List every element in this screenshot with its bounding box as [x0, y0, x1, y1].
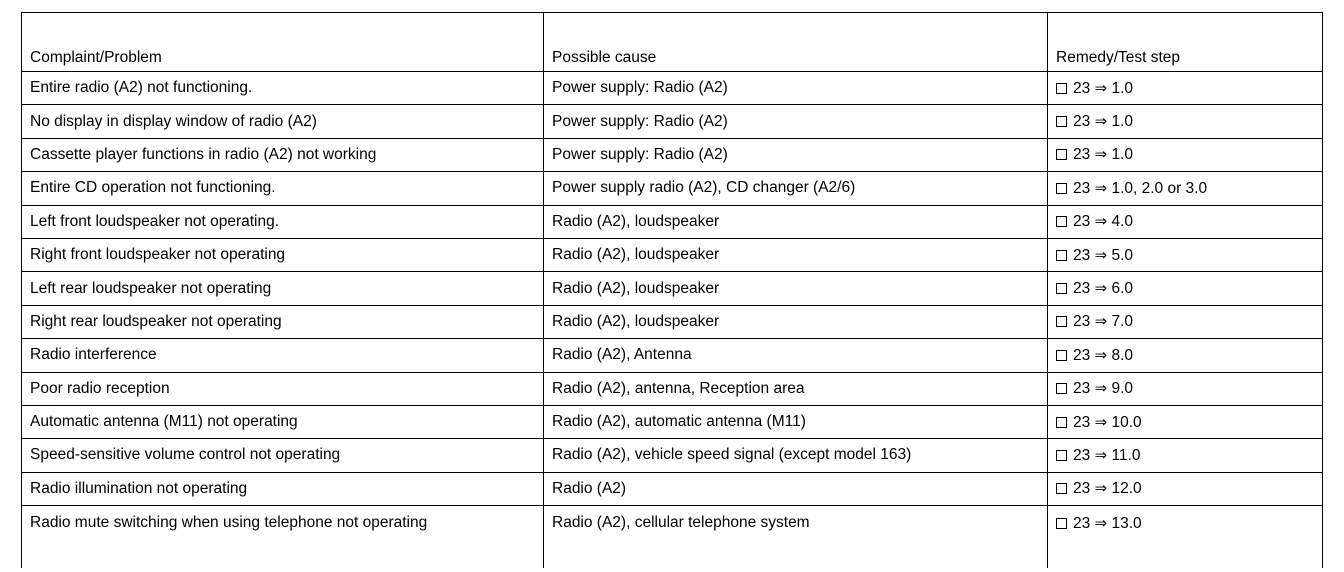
right-double-arrow-icon: ⇒ [1094, 145, 1108, 164]
remedy-cell [1048, 238, 1323, 271]
square-box-icon [1056, 250, 1067, 261]
remedy-step: 9.0 [1111, 380, 1134, 398]
header-cause: Possible cause [544, 13, 1048, 72]
table-row [22, 405, 1323, 438]
complaint-cell: Speed-sensitive volume control not operating [22, 439, 544, 472]
cause-cell: Power supply: Radio (A2) [544, 138, 1048, 171]
remedy-cell [1048, 272, 1323, 305]
complaint-cell: Poor radio reception [22, 372, 544, 405]
table-row [22, 105, 1323, 138]
remedy-page: 23 [1073, 515, 1091, 533]
right-double-arrow-icon: ⇒ [1094, 312, 1108, 331]
remedy-cell [1048, 172, 1323, 205]
remedy-step: 4.0 [1111, 213, 1134, 231]
cause-cell: Radio (A2), automatic antenna (M11) [544, 405, 1048, 438]
remedy-cell [1048, 339, 1323, 372]
remedy-step: 1.0 [1111, 146, 1134, 164]
right-double-arrow-icon: ⇒ [1094, 112, 1108, 131]
remedy-cell [1048, 72, 1323, 105]
remedy-page: 23 [1073, 79, 1091, 97]
remedy-cell [1048, 506, 1323, 569]
complaint-cell: Radio interference [22, 339, 544, 372]
table-row [22, 506, 1323, 569]
diagnosis-table [21, 12, 1323, 568]
remedy-step: 5.0 [1111, 246, 1134, 264]
complaint-cell: Cassette player functions in radio (A2) not working [22, 138, 544, 171]
remedy-cell [1048, 372, 1323, 405]
right-double-arrow-icon: ⇒ [1094, 445, 1108, 464]
remedy-cell [1048, 138, 1323, 171]
cause-cell: Radio (A2), cellular telephone system [544, 506, 1048, 569]
header-row [22, 13, 1323, 72]
table-header [22, 13, 1323, 72]
cause-cell: Radio (A2), loudspeaker [544, 272, 1048, 305]
remedy-cell [1048, 105, 1323, 138]
table-row [22, 205, 1323, 238]
remedy-step: 8.0 [1111, 346, 1134, 364]
right-double-arrow-icon: ⇒ [1094, 78, 1108, 97]
complaint-cell: Radio mute switching when using telephone not operating [22, 506, 544, 569]
cause-cell: Radio (A2), loudspeaker [544, 238, 1048, 271]
right-double-arrow-icon: ⇒ [1094, 479, 1108, 498]
table-row [22, 372, 1323, 405]
remedy-step: 6.0 [1111, 280, 1134, 298]
remedy-step: 1.0 [1111, 79, 1134, 97]
right-double-arrow-icon: ⇒ [1094, 379, 1108, 398]
remedy-page: 23 [1073, 179, 1091, 197]
remedy-page: 23 [1073, 246, 1091, 264]
right-double-arrow-icon: ⇒ [1094, 279, 1108, 298]
table-row [22, 472, 1323, 505]
remedy-cell [1048, 472, 1323, 505]
table-row [22, 72, 1323, 105]
table-row [22, 172, 1323, 205]
remedy-cell [1048, 205, 1323, 238]
remedy-page: 23 [1073, 113, 1091, 131]
remedy-cell [1048, 305, 1323, 338]
table-row [22, 238, 1323, 271]
square-box-icon [1056, 149, 1067, 160]
remedy-step: 7.0 [1111, 313, 1134, 331]
cause-cell: Radio (A2), antenna, Reception area [544, 372, 1048, 405]
table-body [22, 72, 1323, 569]
square-box-icon [1056, 316, 1067, 327]
remedy-cell [1048, 405, 1323, 438]
cause-cell: Power supply: Radio (A2) [544, 72, 1048, 105]
remedy-step: 1.0, 2.0 or 3.0 [1111, 179, 1208, 197]
remedy-page: 23 [1073, 480, 1091, 498]
cause-cell: Radio (A2) [544, 472, 1048, 505]
table-row [22, 305, 1323, 338]
remedy-page: 23 [1073, 413, 1091, 431]
square-box-icon [1056, 283, 1067, 294]
remedy-page: 23 [1073, 146, 1091, 164]
cause-cell: Power supply: Radio (A2) [544, 105, 1048, 138]
square-box-icon [1056, 183, 1067, 194]
right-double-arrow-icon: ⇒ [1094, 345, 1108, 364]
remedy-cell [1048, 439, 1323, 472]
square-box-icon [1056, 483, 1067, 494]
cause-cell: Radio (A2), Antenna [544, 339, 1048, 372]
table-row [22, 339, 1323, 372]
remedy-page: 23 [1073, 213, 1091, 231]
right-double-arrow-icon: ⇒ [1094, 212, 1108, 231]
square-box-icon [1056, 450, 1067, 461]
remedy-step: 13.0 [1111, 515, 1142, 533]
cause-cell: Radio (A2), loudspeaker [544, 305, 1048, 338]
complaint-cell: Radio illumination not operating [22, 472, 544, 505]
remedy-step: 10.0 [1111, 413, 1142, 431]
remedy-step: 11.0 [1111, 446, 1141, 464]
square-box-icon [1056, 216, 1067, 227]
square-box-icon [1056, 518, 1067, 529]
table-row [22, 272, 1323, 305]
square-box-icon [1056, 116, 1067, 127]
remedy-page: 23 [1073, 313, 1091, 331]
square-box-icon [1056, 83, 1067, 94]
complaint-cell: Left front loudspeaker not operating. [22, 205, 544, 238]
complaint-cell: Entire CD operation not functioning. [22, 172, 544, 205]
right-double-arrow-icon: ⇒ [1094, 245, 1108, 264]
square-box-icon [1056, 383, 1067, 394]
remedy-step: 12.0 [1111, 480, 1142, 498]
header-remedy: Remedy/Test step [1048, 13, 1323, 72]
complaint-cell: Left rear loudspeaker not operating [22, 272, 544, 305]
table-row [22, 138, 1323, 171]
complaint-cell: No display in display window of radio (A2) [22, 105, 544, 138]
complaint-cell: Automatic antenna (M11) not operating [22, 405, 544, 438]
remedy-page: 23 [1073, 280, 1091, 298]
cause-cell: Radio (A2), vehicle speed signal (except model 163) [544, 439, 1048, 472]
square-box-icon [1056, 350, 1067, 361]
remedy-step: 1.0 [1111, 113, 1134, 131]
cause-cell: Power supply radio (A2), CD changer (A2/6) [544, 172, 1048, 205]
table-row [22, 439, 1323, 472]
right-double-arrow-icon: ⇒ [1094, 514, 1108, 533]
complaint-cell: Right front loudspeaker not operating [22, 238, 544, 271]
right-double-arrow-icon: ⇒ [1094, 178, 1108, 197]
diagnosis-document [21, 12, 1322, 568]
remedy-page: 23 [1073, 446, 1091, 464]
right-double-arrow-icon: ⇒ [1094, 412, 1108, 431]
header-complaint: Complaint/Problem [22, 13, 544, 72]
complaint-cell: Right rear loudspeaker not operating [22, 305, 544, 338]
square-box-icon [1056, 417, 1067, 428]
remedy-page: 23 [1073, 346, 1091, 364]
complaint-cell: Entire radio (A2) not functioning. [22, 72, 544, 105]
remedy-page: 23 [1073, 380, 1091, 398]
cause-cell: Radio (A2), loudspeaker [544, 205, 1048, 238]
